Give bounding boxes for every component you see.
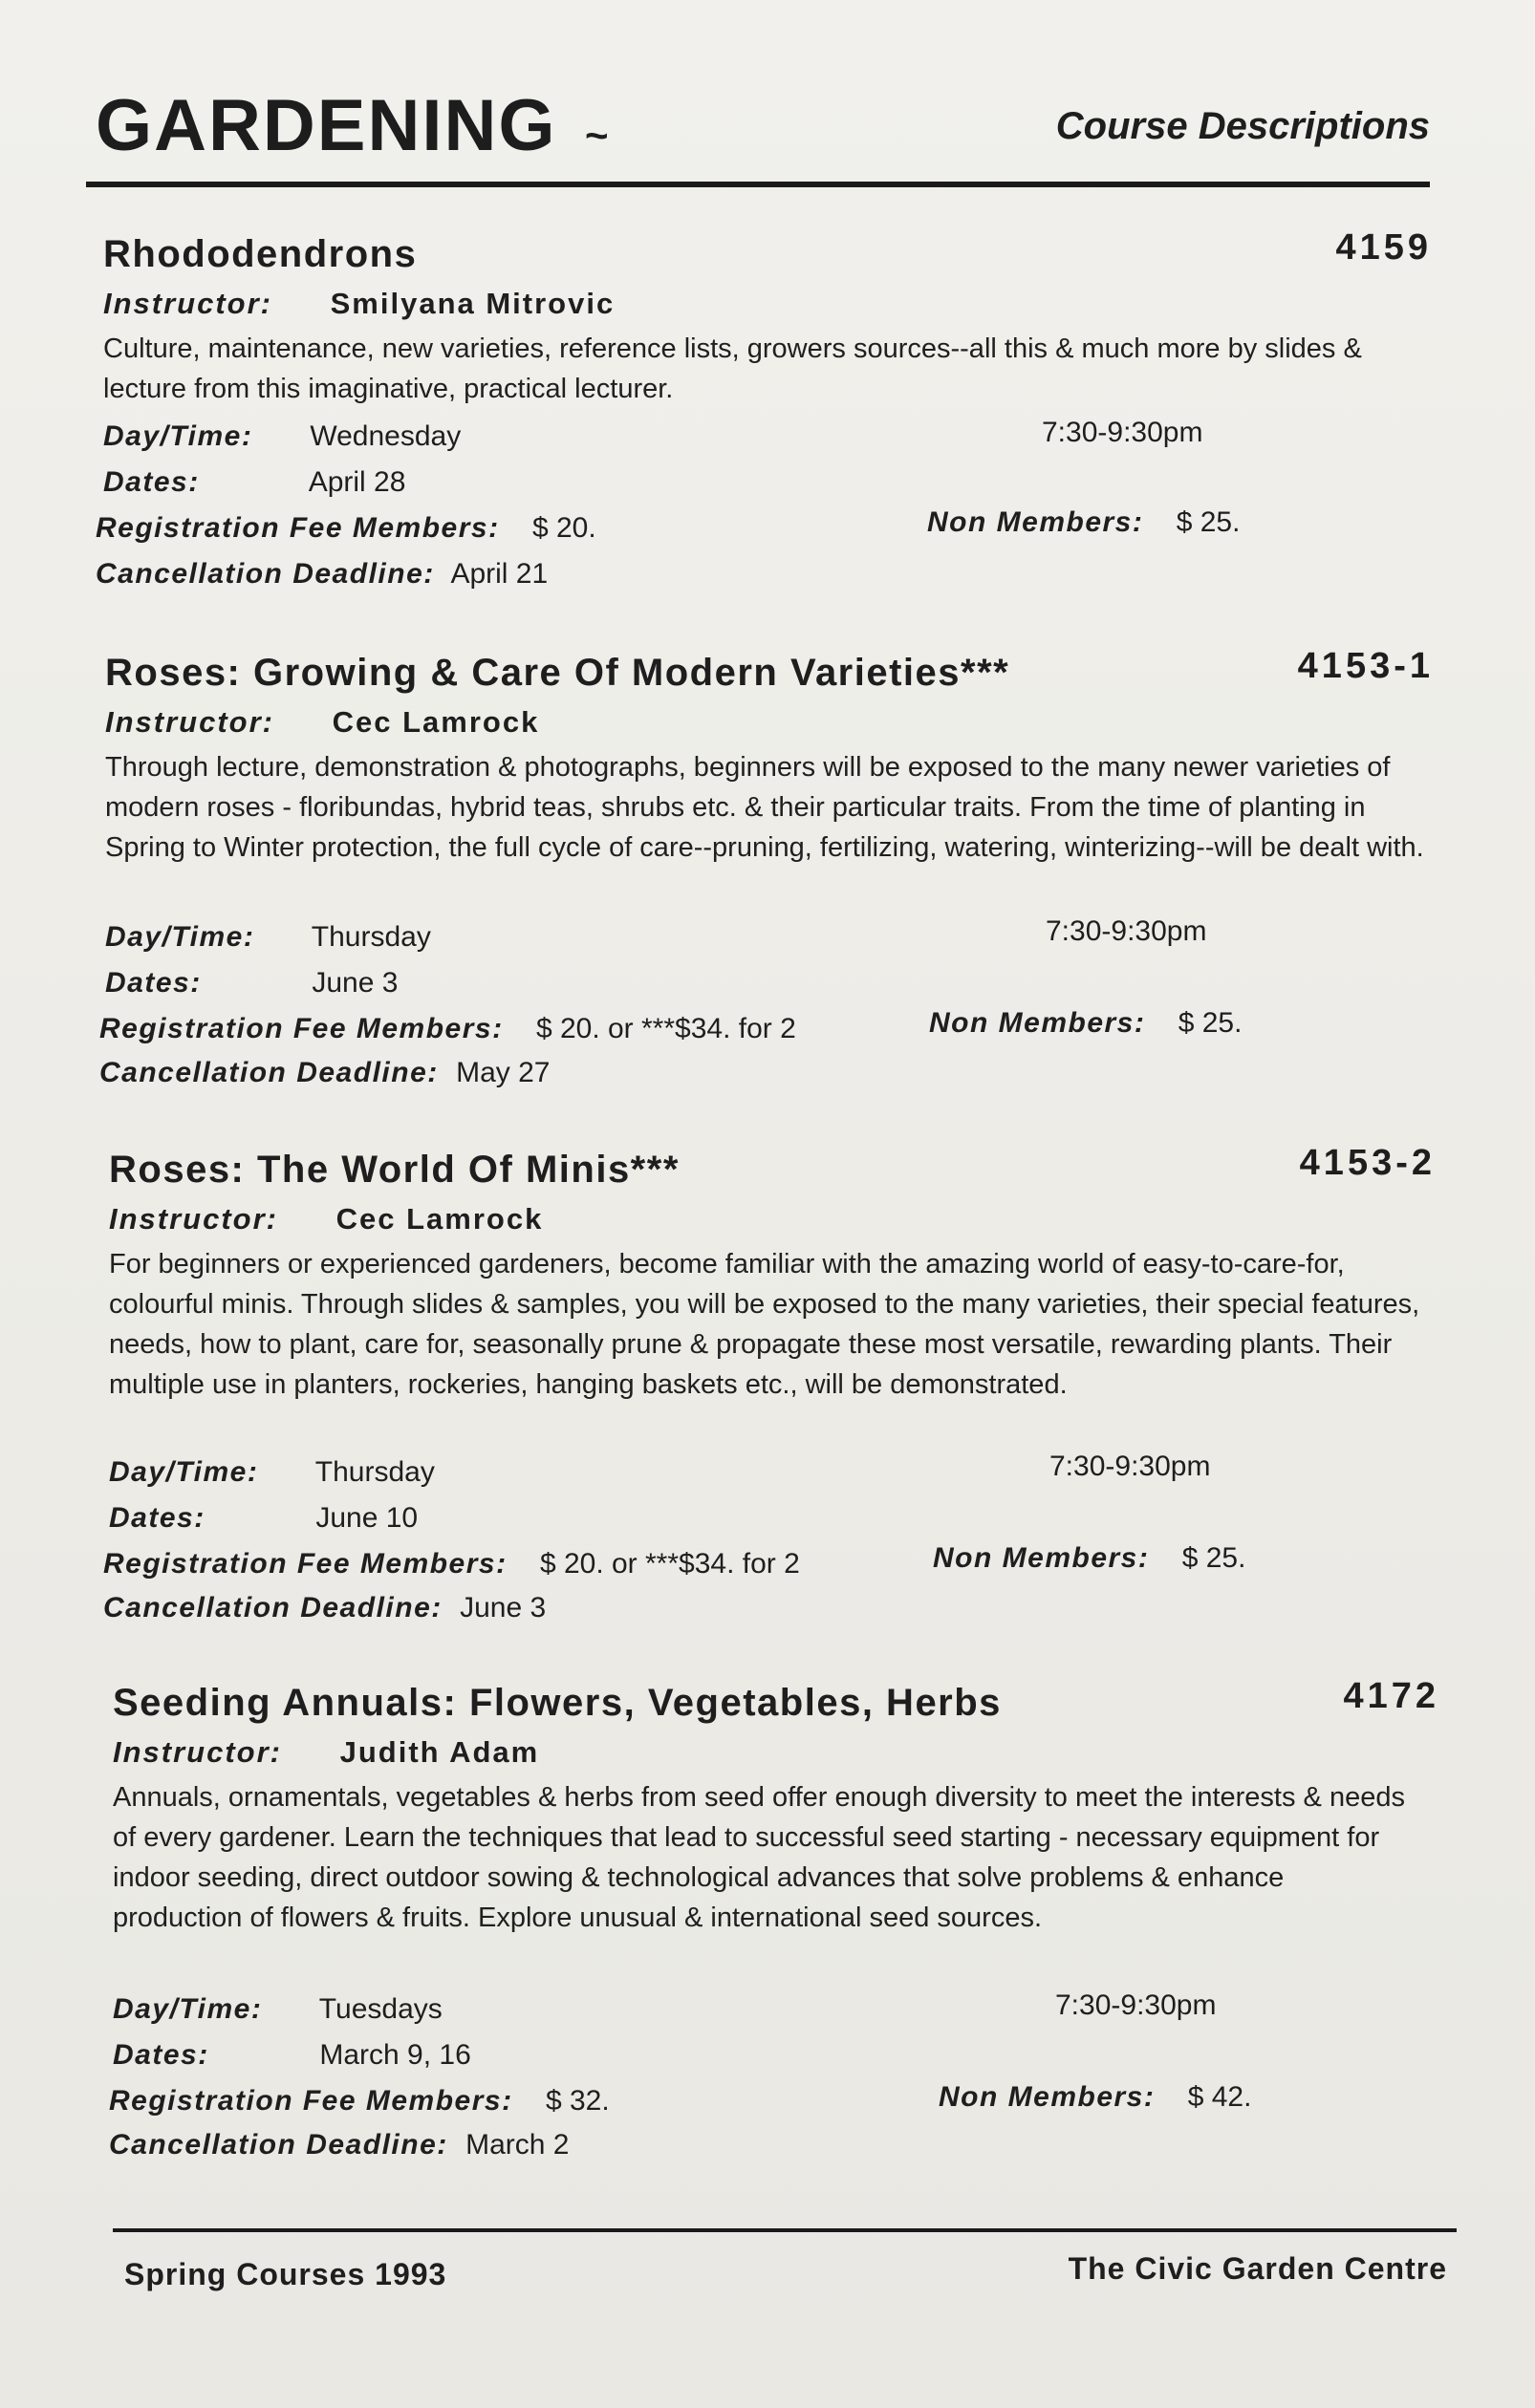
instructor-label: Instructor: xyxy=(109,1202,278,1236)
course-code: 4172 xyxy=(1343,1676,1439,1716)
non-members-value: $ 25. xyxy=(1176,506,1241,538)
cancellation-label: Cancellation Deadline: xyxy=(99,1057,439,1088)
instructor-name: Smilyana Mitrovic xyxy=(330,287,616,320)
fee-members-label: Registration Fee Members: xyxy=(99,1013,504,1044)
course-time: 7:30-9:30pm xyxy=(1055,1989,1217,2021)
course-dates: April 28 xyxy=(308,466,406,498)
title-tilde: ~ xyxy=(585,113,609,158)
course-time: 7:30-9:30pm xyxy=(1042,417,1203,448)
instructor-line xyxy=(109,1202,543,1236)
course-title: Rhododendrons xyxy=(103,233,418,275)
dates-label: Dates: xyxy=(105,967,202,999)
fee-members-value: $ 20. or ***$34. for 2 xyxy=(535,1013,796,1044)
non-members-value: $ 25. xyxy=(1181,1542,1246,1574)
footer-season: Spring Courses 1993 xyxy=(124,2257,447,2291)
day-time-row xyxy=(103,420,461,453)
day-time-label: Day/Time: xyxy=(109,1456,259,1488)
day-time-label: Day/Time: xyxy=(113,1993,263,2025)
course-description: Culture, maintenance, new varieties, reference lists, growers sources--all this & much more by slides & lecture from this imaginative, practical lecturer. xyxy=(103,333,1362,404)
dates-row xyxy=(109,1502,418,1535)
fee-members-value: $ 32. xyxy=(545,2085,610,2117)
day-time-label: Day/Time: xyxy=(105,921,255,953)
non-members-label: Non Members: xyxy=(929,1007,1146,1039)
course-dates: June 3 xyxy=(312,967,399,999)
cancellation-date: April 21 xyxy=(450,558,549,590)
course-dates: June 10 xyxy=(315,1502,419,1534)
course-time: 7:30-9:30pm xyxy=(1046,915,1207,947)
dates-label: Dates: xyxy=(109,1502,205,1534)
course-time: 7:30-9:30pm xyxy=(1049,1451,1211,1482)
cancellation-row xyxy=(96,558,548,591)
cancellation-label: Cancellation Deadline: xyxy=(103,1592,443,1623)
course-description: Annuals, ornamentals, vegetables & herbs from seed offer enough diversity to meet the interests & needs of every gardener. Learn the techniques that lead to successful seed starting - necessary equipment for indoor seeding, direct outdoor sowing & technological advances that solve problems & enhance production of flowers & fruits. Explore unusual & international seed sources. xyxy=(113,1782,1405,1933)
course-code: 4153-1 xyxy=(1297,646,1434,686)
fee-row xyxy=(109,2085,610,2118)
footer-divider xyxy=(113,2228,1457,2232)
cancellation-date: June 3 xyxy=(460,1592,547,1623)
course-day: Wednesday xyxy=(310,420,462,452)
course-title: Roses: The World Of Minis*** xyxy=(109,1149,680,1191)
fee-members-label: Registration Fee Members: xyxy=(109,2085,513,2117)
course-day: Thursday xyxy=(311,921,431,953)
non-members-fee xyxy=(929,1007,1242,1040)
dates-row xyxy=(113,2039,471,2072)
day-time-row xyxy=(113,1993,443,2026)
dates-row xyxy=(103,466,405,499)
course-description: For beginners or experienced gardeners, become familiar with the amazing world of easy-to-care-for, colourful minis. Through slides & samples, you will be exposed to the many varieties, their special features, needs, how to plant, care for, seasonally prune & propagate these most versatile, rewarding plants. Their multiple use in planters, rockeries, hanging baskets etc., will be demonstrated. xyxy=(109,1249,1420,1400)
cancellation-row xyxy=(99,1057,550,1089)
non-members-value: $ 25. xyxy=(1178,1007,1243,1039)
non-members-fee xyxy=(927,506,1240,539)
non-members-fee xyxy=(939,2081,1251,2114)
fee-row xyxy=(99,1013,796,1045)
instructor-name: Judith Adam xyxy=(339,1735,540,1769)
course-dates: March 9, 16 xyxy=(319,2039,471,2071)
cancellation-row xyxy=(103,1592,546,1624)
day-time-label: Day/Time: xyxy=(103,420,253,452)
cancellation-date: March 2 xyxy=(465,2129,570,2161)
cancellation-label: Cancellation Deadline: xyxy=(109,2129,448,2161)
page-title: GARDENING xyxy=(96,85,557,166)
page-subtitle: Course Descriptions xyxy=(1055,105,1430,147)
instructor-line xyxy=(103,287,615,321)
instructor-name: Cec Lamrock xyxy=(332,705,540,739)
instructor-line xyxy=(113,1735,539,1770)
course-day: Tuesdays xyxy=(318,1993,443,2025)
dates-label: Dates: xyxy=(103,466,200,498)
fee-members-value: $ 20. xyxy=(531,512,596,544)
fee-members-label: Registration Fee Members: xyxy=(96,512,500,544)
dates-row xyxy=(105,967,398,1000)
course-title: Seeding Annuals: Flowers, Vegetables, Herbs xyxy=(113,1682,1002,1724)
cancellation-row xyxy=(109,2129,569,2161)
non-members-label: Non Members: xyxy=(933,1542,1150,1574)
non-members-label: Non Members: xyxy=(939,2081,1156,2113)
course-description: Through lecture, demonstration & photographs, beginners will be exposed to the many newer varieties of modern roses - floribundas, hybrid teas, shrubs etc. & their particular traits. From the time of planting in Spring to Winter protection, the full cycle of care--pruning, fertilizing, watering, winterizing--will be dealt with. xyxy=(105,752,1424,863)
cancellation-label: Cancellation Deadline: xyxy=(96,558,435,590)
non-members-fee xyxy=(933,1542,1245,1575)
fee-members-value: $ 20. or ***$34. for 2 xyxy=(539,1548,800,1580)
day-time-row xyxy=(109,1456,435,1489)
instructor-label: Instructor: xyxy=(103,287,272,320)
course-title: Roses: Growing & Care Of Modern Varieties*** xyxy=(105,652,1010,694)
fee-row xyxy=(96,512,596,545)
instructor-label: Instructor: xyxy=(113,1735,282,1769)
course-code: 4153-2 xyxy=(1299,1143,1436,1183)
instructor-line xyxy=(105,705,539,740)
dates-label: Dates: xyxy=(113,2039,209,2071)
day-time-row xyxy=(105,921,431,954)
instructor-label: Instructor: xyxy=(105,705,274,739)
fee-members-label: Registration Fee Members: xyxy=(103,1548,508,1580)
course-day: Thursday xyxy=(314,1456,435,1488)
cancellation-date: May 27 xyxy=(456,1057,551,1088)
non-members-label: Non Members: xyxy=(927,506,1144,538)
footer-organization: The Civic Garden Centre xyxy=(1068,2251,1447,2286)
header-divider xyxy=(86,182,1430,187)
course-code: 4159 xyxy=(1335,227,1432,268)
fee-row xyxy=(103,1548,800,1580)
instructor-name: Cec Lamrock xyxy=(335,1202,544,1236)
non-members-value: $ 42. xyxy=(1187,2081,1252,2113)
